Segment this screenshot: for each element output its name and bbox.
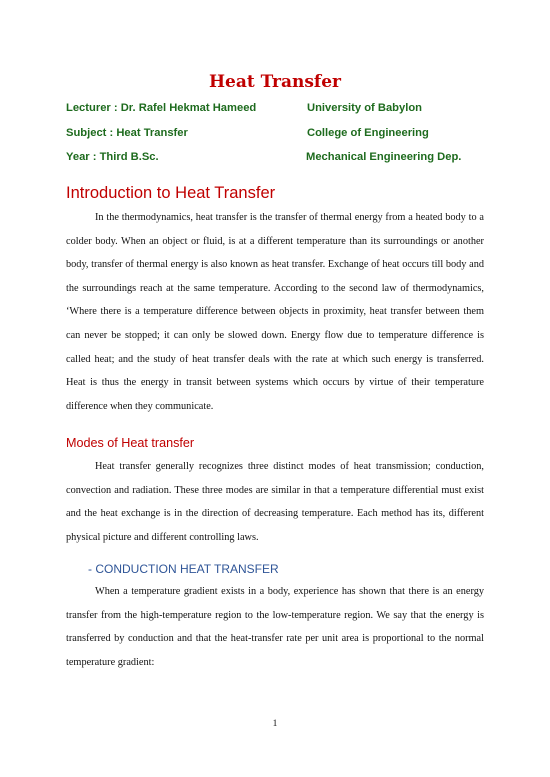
document-title: Heat Transfer [208, 72, 342, 92]
lecturer-label: Lecturer : Dr. Rafel Hekmat Hameed [66, 102, 257, 114]
subject-label: Subject : Heat Transfer [66, 127, 188, 139]
paragraph-introduction: In the thermodynamics, heat transfer is the transfer of thermal energy from a heated body to a colder body. When an object or fluid, is at a different temperature than its surroundings or another body, transfer of thermal energy is also known as heat transfer. Exchange of heat occurs till body and the surroundings reach at the same temperature. According to the second law of thermodynamics, ‘Where there is a temperature difference between objects in proximity, heat transfer between them can never be stopped; it can only be slowed down. Energy flow due to temperature difference is called heat; and the study of heat transfer deals with the rate at which such energy is transferred. Heat is thus the energy in transit between systems which occurs by virtue of their temperature difference when they communicate. [66, 212, 484, 412]
department-label: Mechanical Engineering Dep. [306, 151, 462, 163]
paragraph-modes: Heat transfer generally recognizes three distinct modes of heat transmission; conduction, convection and radiation. These three modes are similar in that a temperature differential must exist and the heat exchange is in the direction of decreasing temperature. Each method has its, different physical picture and different controlling laws. [66, 461, 484, 543]
paragraph-conduction: When a temperature gradient exists in a body, experience has shown that there is an energy transfer from the high-temperature region to the low-temperature region. We say that the energy is transferred by conduction and that the heat-transfer rate per unit area is proportional to the normal temperature gradient: [66, 586, 484, 668]
year-label: Year : Third B.Sc. [66, 151, 159, 163]
section-heading-modes: Modes of Heat transfer [66, 436, 195, 450]
section-heading-introduction: Introduction to Heat Transfer [66, 184, 276, 202]
section-heading-conduction: - CONDUCTION HEAT TRANSFER [88, 562, 279, 576]
university-label: University of Babylon [307, 102, 423, 114]
college-label: College of Engineering [307, 127, 429, 139]
page-number: 1 [272, 719, 278, 729]
